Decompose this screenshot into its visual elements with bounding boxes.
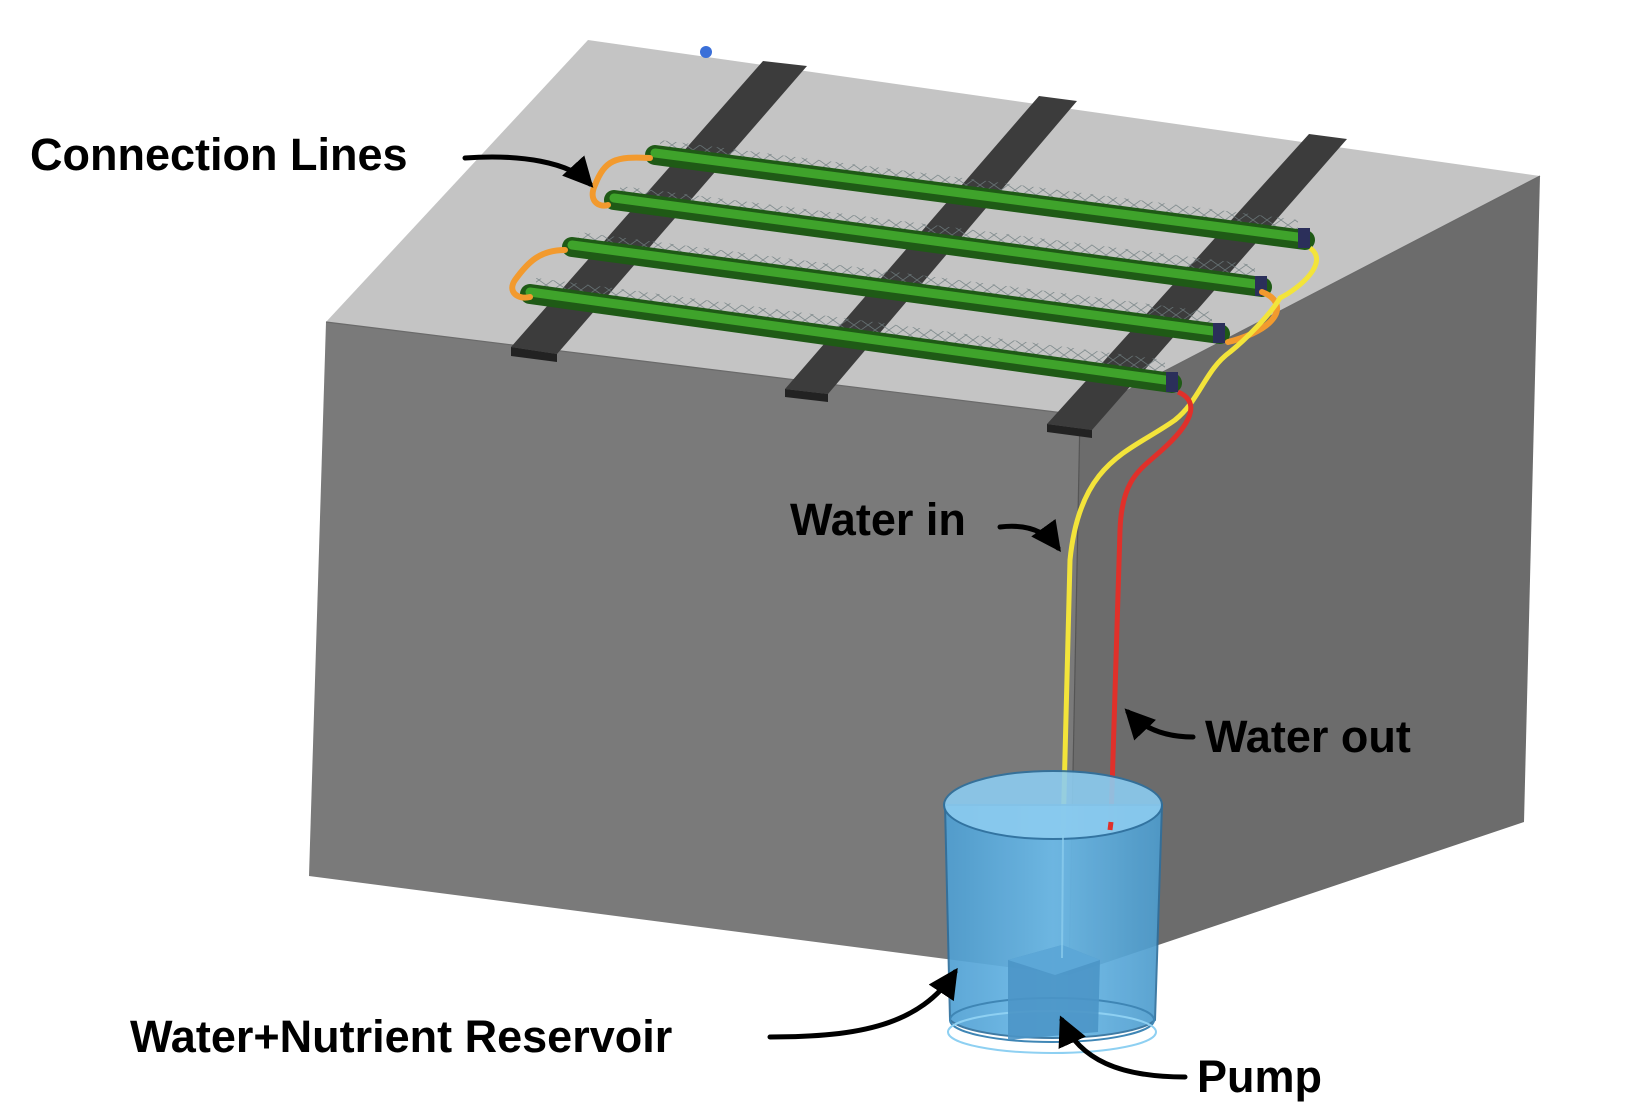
marker-dot [700, 46, 712, 58]
pump [1008, 945, 1100, 1040]
reservoir-label: Water+Nutrient Reservoir [130, 1011, 673, 1062]
reservoir-arrow [770, 972, 955, 1037]
pump-label: Pump [1197, 1051, 1323, 1102]
water-in-label: Water in [790, 494, 966, 545]
reservoir-bucket [944, 771, 1162, 1053]
connection-lines-label: Connection Lines [30, 129, 408, 180]
reservoir-rim [944, 771, 1162, 839]
water-out-label: Water out [1205, 711, 1411, 762]
